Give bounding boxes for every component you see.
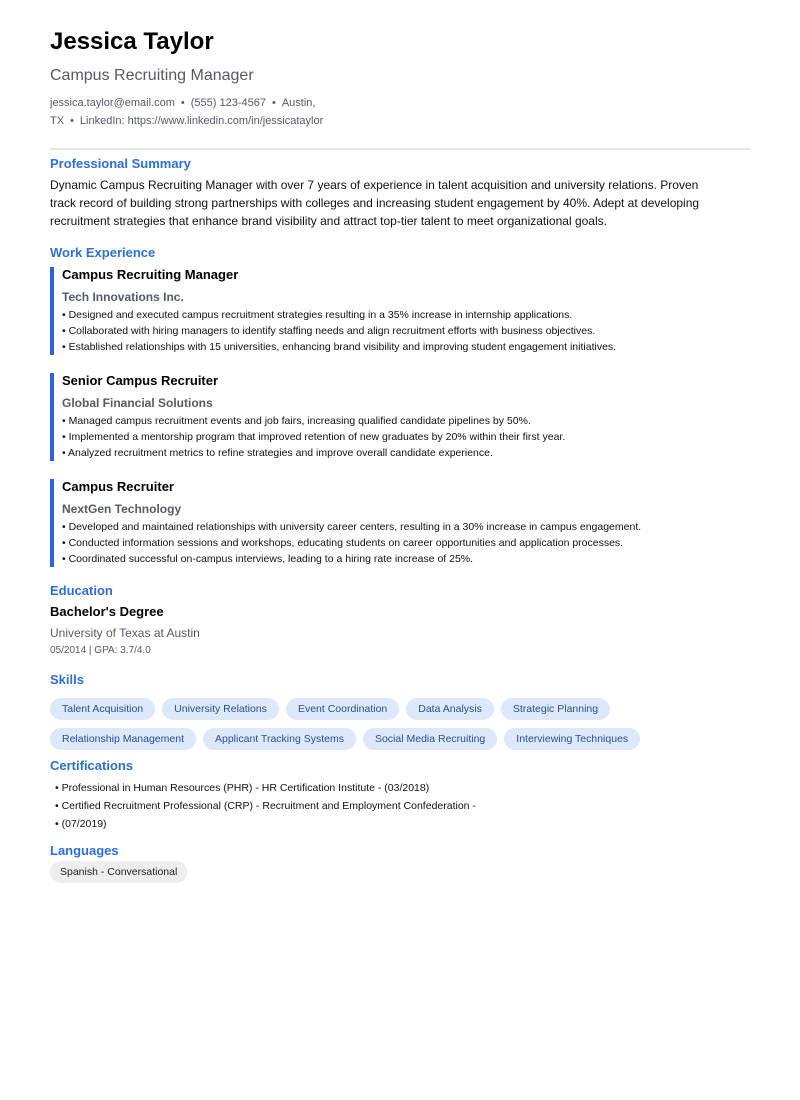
job-bullets: [62, 307, 751, 355]
job-bullet: • Designed and executed campus recruitment strategies resulting in a 35% increase in internship applications.: [62, 309, 573, 321]
summary-text: Dynamic Campus Recruiting Manager with over 7 years of experience in talent acquisition and university relations. Proven track record of building strong partnerships with colleges and increasing student engagement by 40%. Adept at developing recruitment strategies that enhance brand visibility and attract top-tier talent to meet organizational goals.: [50, 178, 700, 228]
school-name: University of Texas at Austin: [50, 626, 200, 640]
contact-separator: •: [70, 115, 74, 127]
job-bullet: • Established relationships with 15 universities, enhancing brand visibility and improving student engagement initiatives.: [62, 341, 617, 353]
languages-list: [50, 861, 751, 883]
contact-line: [50, 94, 390, 130]
email-link[interactable]: jessica.taylor@email.com: [50, 97, 175, 109]
job-bullet: • Implemented a mentorship program that improved retention of new graduates by 20% within their first year.: [62, 431, 566, 443]
job-bullets: [62, 413, 751, 461]
header-divider: [50, 148, 751, 150]
skill-chip: Interviewing Techniques: [504, 728, 640, 750]
section-heading-education: Education: [50, 583, 113, 598]
job-entry: [50, 267, 751, 355]
education-meta: 05/2014 | GPA: 3.7/4.0: [50, 645, 151, 656]
certification-item: • (07/2019): [55, 818, 107, 830]
contact-separator: •: [271, 97, 276, 109]
section-heading-languages: Languages: [50, 843, 119, 858]
skills-list: [50, 698, 670, 750]
job-company: NextGen Technology: [62, 502, 182, 516]
job-entry: [50, 373, 751, 461]
job-entry: [50, 479, 751, 567]
skill-chip: Relationship Management: [50, 728, 196, 750]
job-bullet: • Coordinated successful on-campus interviews, leading to a hiring rate increase of 25%.: [62, 553, 474, 565]
job-company: Tech Innovations Inc.: [62, 290, 184, 304]
language-chip: Spanish - Conversational: [50, 861, 187, 883]
linkedin-link[interactable]: https://www.linkedin.com/in/jessicataylor: [127, 115, 324, 127]
skill-chip: Data Analysis: [406, 698, 494, 720]
job-bullet: • Conducted information sessions and workshops, educating students on career opportunities and application processes.: [62, 537, 624, 549]
certification-item: • Professional in Human Resources (PHR) - HR Certification Institute - (03/2018): [55, 782, 430, 794]
skill-chip: Talent Acquisition: [50, 698, 155, 720]
section-heading-certifications: Certifications: [50, 758, 134, 773]
section-heading-experience: Work Experience: [50, 245, 156, 260]
contact-separator: •: [180, 97, 185, 109]
section-heading-summary: Professional Summary: [50, 156, 191, 171]
skill-chip: Strategic Planning: [501, 698, 610, 720]
candidate-name: Jessica Taylor: [50, 28, 214, 55]
job-role: Senior Campus Recruiter: [62, 373, 219, 388]
skill-chip: Applicant Tracking Systems: [203, 728, 356, 750]
job-bullet: • Collaborated with hiring managers to identify staffing needs and align recruitment efforts with business objectives.: [62, 325, 596, 337]
degree: Bachelor's Degree: [50, 604, 164, 619]
section-heading-skills: Skills: [50, 672, 84, 687]
candidate-title: Campus Recruiting Manager: [50, 67, 254, 84]
skill-chip: University Relations: [162, 698, 279, 720]
certification-item: • Certified Recruitment Professional (CRP) - Recruitment and Employment Confederation -: [55, 800, 476, 812]
job-bullet: • Managed campus recruitment events and job fairs, increasing qualified candidate pipelines by 50%.: [62, 415, 531, 427]
job-bullets: [62, 519, 751, 567]
resume-page: [50, 28, 751, 883]
job-role: Campus Recruiter: [62, 479, 174, 494]
location: Austin, TX: [50, 97, 316, 127]
skill-chip: Social Media Recruiting: [363, 728, 497, 750]
skill-chip: Event Coordination: [286, 698, 399, 720]
linkedin-label: LinkedIn:: [79, 115, 125, 127]
job-role: Campus Recruiting Manager: [62, 267, 239, 282]
job-bullet: • Developed and maintained relationships with university career centers, resulting in a 30% increase in campus engagement.: [62, 521, 642, 533]
job-company: Global Financial Solutions: [62, 396, 213, 410]
phone-number: (555) 123-4567: [190, 97, 266, 109]
certifications-list: [50, 779, 751, 833]
job-bullet: • Analyzed recruitment metrics to refine strategies and improve overall candidate experience.: [62, 447, 493, 459]
